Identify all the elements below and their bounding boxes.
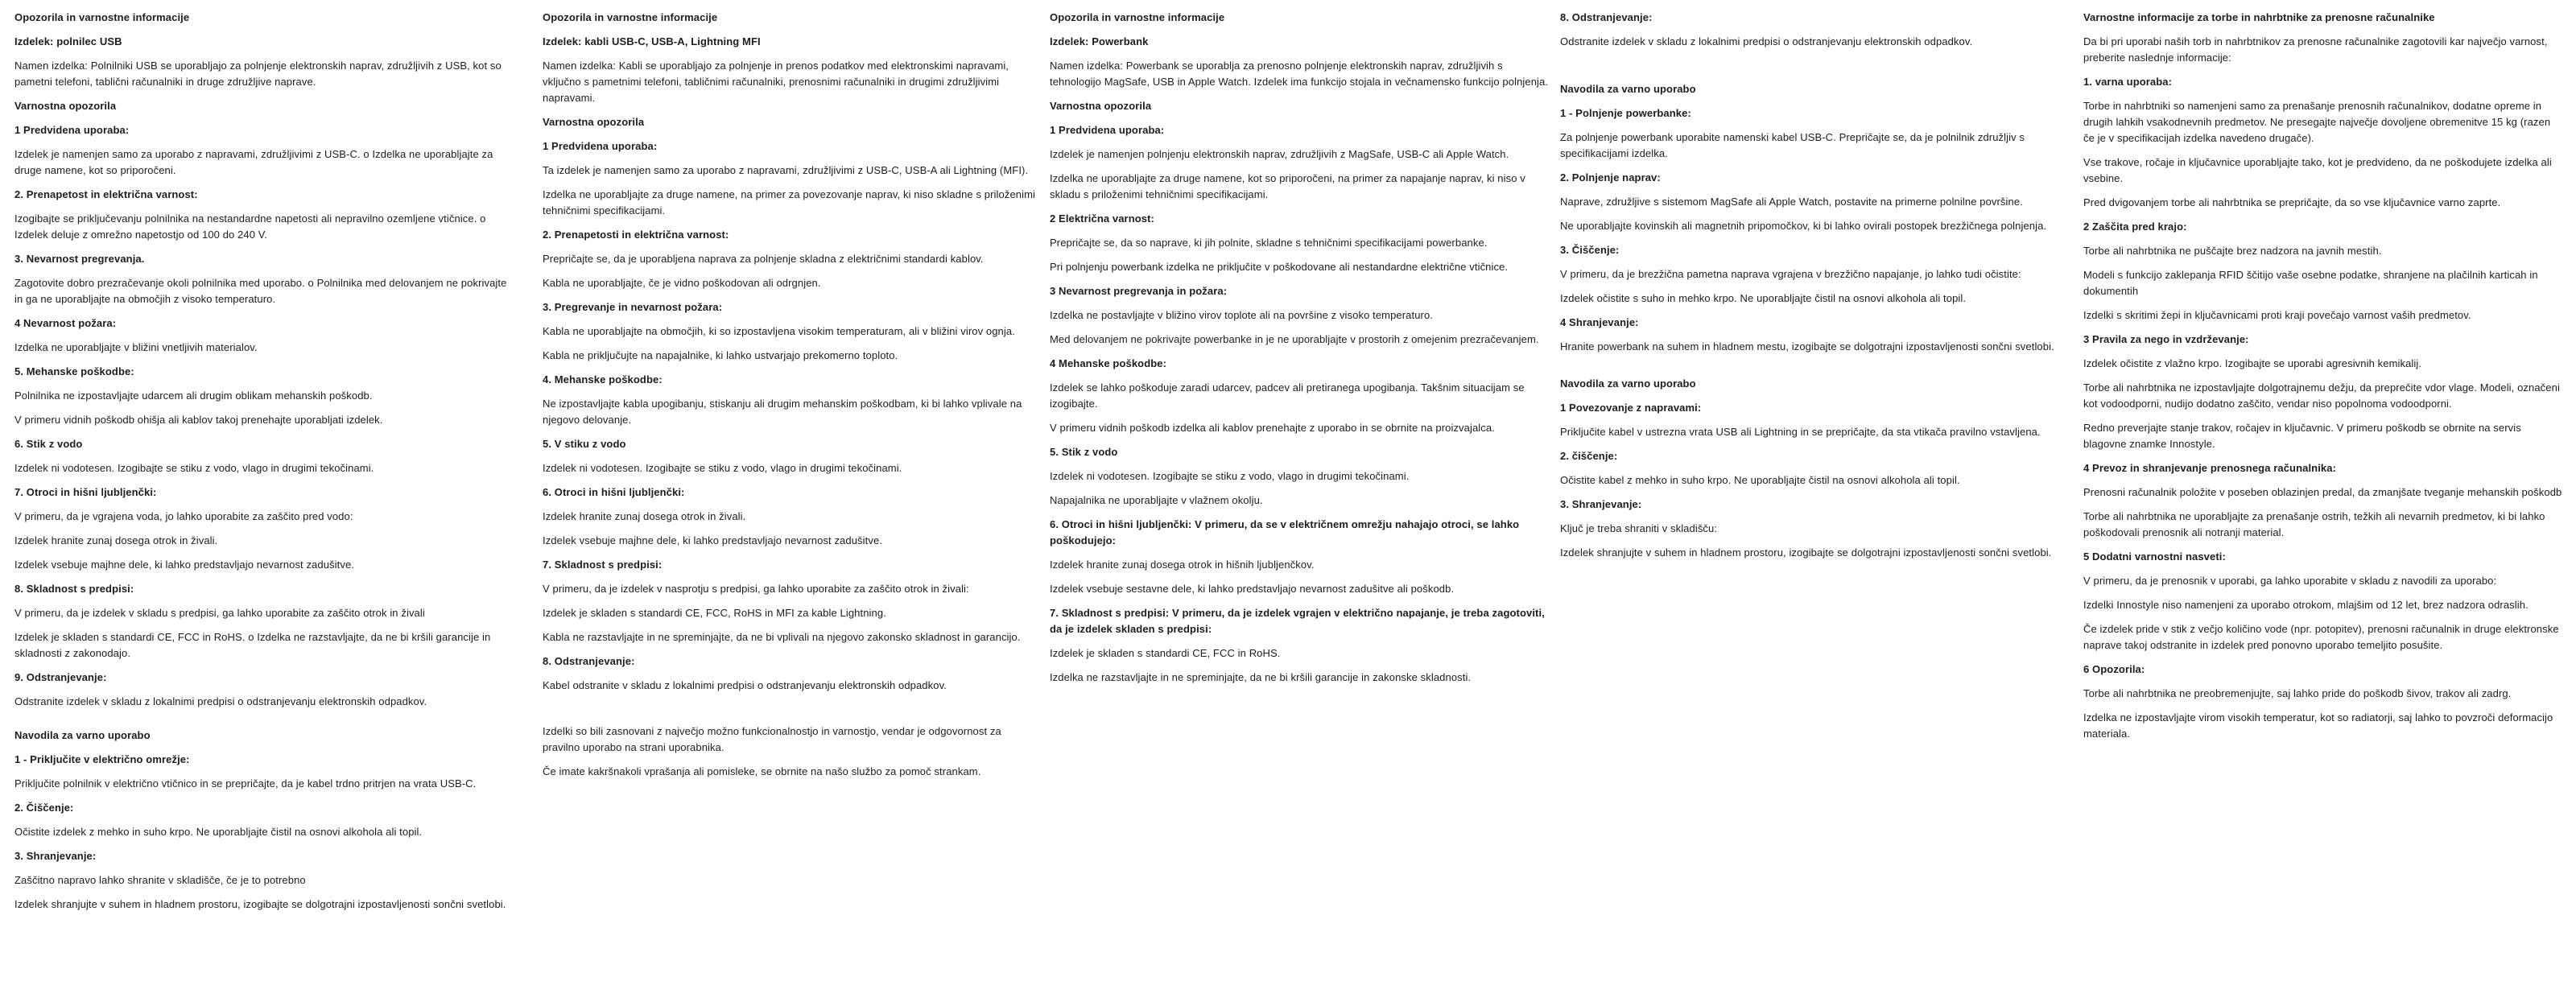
paragraph: Izdelek je namenjen polnjenju elektronskih naprav, združljivih z MagSafe, USB-C ali Apple Watch.	[1050, 148, 1509, 160]
section-heading: 5. Mehanske poškodbe:	[14, 365, 134, 377]
section-heading: Izdelek: kabli USB-C, USB-A, Lightning MFI	[543, 35, 761, 47]
paragraph: Modeli s funkcijo zaklepanja RFID ščitijo vaše osebne podatke, shranjene na plačilnih karticah in dokumentih	[2083, 269, 2538, 297]
section-heading: 6. Otroci in hišni ljubljenčki: V primeru, da se v električnem omrežju nahajajo otroci, se lahko poškodujejo:	[1050, 518, 1520, 546]
section-heading: Varnostna opozorila	[1050, 100, 1152, 112]
paragraph: Ne izpostavljajte kabla upogibanju, stiskanju ali drugim mehanskim poškodbam, ki bi lahko vplivale na njegovo delovanje.	[543, 398, 1022, 426]
section-heading: Varnostna opozorila	[543, 116, 645, 128]
section-heading: 8. Skladnost s predpisi:	[14, 583, 134, 595]
section-heading: 1 Predvidena uporaba:	[14, 124, 130, 136]
paragraph: Odstranite izdelek v skladu z lokalnimi predpisi o odstranjevanju elektronskih odpadkov.	[1560, 35, 1973, 47]
section-heading: 4 Nevarnost požara:	[14, 317, 117, 329]
paragraph: Izdelek vsebuje majhne dele, ki lahko predstavljajo nevarnost zadušitve.	[543, 534, 882, 546]
paragraph: Izdelek vsebuje majhne dele, ki lahko predstavljajo nevarnost zadušitve.	[14, 559, 354, 571]
spacer	[543, 702, 1038, 724]
paragraph: Izdelka ne uporabljajte za druge namene, na primer za povezovanje naprav, ki niso skladne s priloženimi tehničnimi specifikacijami.	[543, 188, 1036, 216]
section-heading: 3. Shranjevanje:	[14, 850, 97, 862]
section-heading: Navodila za varno uporabo	[1560, 377, 1696, 390]
paragraph: Izdelek hranite zunaj dosega otrok in hišnih ljubljenčkov.	[1050, 559, 1315, 571]
paragraph: Kabla ne uporabljajte na območjih, ki so izpostavljena visokim temperaturam, ali v bližini virov ognja.	[543, 325, 1015, 337]
paragraph: V primeru, da je vgrajena voda, jo lahko uporabite za zaščito pred vodo:	[14, 510, 353, 522]
paragraph: Da bi pri uporabi naših torb in nahrbtnikov za prenosne računalnike zagotovili kar največjo varnost, preberite naslednje informacije:	[2083, 35, 2548, 64]
paragraph: Izdelek je skladen s standardi CE, FCC in RoHS.	[1050, 647, 1281, 659]
paragraph: Izdelek je skladen s standardi CE, FCC in RoHS. o Izdelka ne razstavljajte, da ne bi kršili garancije in skladnosti z zakonodajo.	[14, 631, 491, 659]
paragraph: Očistite izdelek z mehko in suho krpo. Ne uporabljajte čistil na osnovi alkohola ali topil.	[14, 826, 423, 838]
paragraph: Namen izdelka: Polnilniki USB se uporabljajo za polnjenje elektronskih naprav, združljivih z USB, kot so pametni telefoni, tablični računalniki in druge združljive naprave.	[14, 60, 502, 88]
section-heading: 1 - Priključite v električno omrežje:	[14, 753, 190, 765]
paragraph: Hranite powerbank na suhem in hladnem mestu, izogibajte se dolgotrajni izpostavljenosti sončni svetlobi.	[1560, 340, 2054, 353]
paragraph: Torbe ali nahrbtnika ne izpostavljajte dolgotrajnemu dežju, da preprečite vdor vlage. Modeli, označeni kot vodoodporni, nudijo dodatno zaščito, vendar niso popolnoma vodoodporni.	[2083, 381, 2560, 410]
section-heading: 5 Dodatni varnostni nasveti:	[2083, 550, 2226, 563]
paragraph: Izdelka ne postavljajte v bližino virov toplote ali na površine z visoko temperaturo.	[1050, 309, 1434, 321]
paragraph: Izdelek je namenjen samo za uporabo z napravami, združljivimi z USB-C. o Izdelka ne uporabljajte za druge namene, kot so priporočeni.	[14, 148, 493, 176]
paragraph: Pri polnjenju powerbank izdelka ne priključite v poškodovane ali nestandardne električne vtičnice.	[1050, 261, 1509, 273]
section-heading: 3 Nevarnost pregrevanja in požara:	[1050, 285, 1228, 297]
section-heading: 7. Skladnost s predpisi:	[543, 559, 663, 571]
paragraph: Izdelka ne izpostavljajte virom visokih temperatur, kot so radiatorji, saj lahko to povzroči deformacijo materiala.	[2083, 711, 2553, 740]
paragraph: Zaščitno napravo lahko shranite v skladišče, če je to potrebno	[14, 874, 306, 886]
paragraph: Izdelek očistite s suho in mehko krpo. Ne uporabljajte čistil na osnovi alkohola ali topil.	[1560, 292, 1967, 304]
section-heading: 8. Odstranjevanje:	[1560, 11, 1653, 23]
section-heading: 4 Shranjevanje:	[1560, 316, 1639, 328]
paragraph: Naprave, združljive s sistemom MagSafe ali Apple Watch, postavite na primerne polnilne površine.	[1560, 196, 2023, 208]
paragraph: Priključite polnilnik v električno vtičnico in se prepričajte, da je kabel trdno pritrjen na vrata USB-C.	[14, 777, 477, 790]
paragraph: Kabla ne priključujte na napajalnike, ki lahko ustvarjajo prekomerno toploto.	[543, 349, 898, 361]
paragraph: Če izdelek pride v stik z večjo količino vode (npr. potopitev), prenosni računalnik in druge elektronske naprave takoj odstranite in izdelek pred ponovno uporabo temeljito posušite.	[2083, 623, 2559, 651]
paragraph: Očistite kabel z mehko in suho krpo. Ne uporabljajte čistil na osnovi alkohola ali topil.	[1560, 474, 1960, 486]
paragraph: Če imate kakršnakoli vprašanja ali pomisleke, se obrnite na našo službo za pomoč strankam.	[543, 765, 981, 777]
column-laptop-bags	[2083, 10, 2563, 750]
section-heading: Varnostna opozorila	[14, 100, 117, 112]
paragraph: Namen izdelka: Powerbank se uporablja za prenosno polnjenje elektronskih naprav, združljivih s tehnologijo MagSafe, USB in Apple Watch. Izdelek ima funkcijo stojala in večnamensko funkcijo polnjenja.	[1050, 60, 1549, 88]
paragraph: Izdelek hranite zunaj dosega otrok in živali.	[14, 534, 218, 546]
paragraph: Odstranite izdelek v skladu z lokalnimi predpisi o odstranjevanju elektronskih odpadkov.	[14, 695, 427, 707]
paragraph: Kabel odstranite v skladu z lokalnimi predpisi o odstranjevanju elektronskih odpadkov.	[543, 679, 947, 691]
paragraph: V primeru, da je prenosnik v uporabi, ga lahko uporabite v skladu z navodili za uporabo:	[2083, 575, 2497, 587]
section-heading: 1 - Polnjenje powerbanke:	[1560, 107, 1691, 119]
section-heading: 2 Zaščita pred krajo:	[2083, 221, 2187, 233]
section-heading: 2 Električna varnost:	[1050, 212, 1154, 225]
paragraph: Ne uporabljajte kovinskih ali magnetnih pripomočkov, ki bi lahko ovirali postopek brezžičnega polnjenja.	[1560, 220, 2047, 232]
paragraph: Med delovanjem ne pokrivajte powerbanke in je ne uporabljajte v prostorih z omejenim prezračevanjem.	[1050, 333, 1539, 345]
section-heading: 6. Otroci in hišni ljubljenčki:	[543, 486, 685, 498]
paragraph: Izdelek je skladen s standardi CE, FCC, RoHS in MFI za kable Lightning.	[543, 607, 886, 619]
paragraph: Prepričajte se, da je uporabljena naprava za polnjenje skladna z električnimi standardi kablov.	[543, 253, 984, 265]
section-heading: Izdelek: polnilec USB	[14, 35, 122, 47]
section-heading: 3. Shranjevanje:	[1560, 498, 1642, 510]
section-heading: 4 Prevoz in shranjevanje prenosnega računalnika:	[2083, 462, 2337, 474]
section-heading: 5. Stik z vodo	[1050, 446, 1118, 458]
section-heading: 1 Povezovanje z napravami:	[1560, 402, 1702, 414]
paragraph: V primeru, da je izdelek v skladu s predpisi, ga lahko uporabite za zaščito otrok in živali	[14, 607, 425, 619]
section-heading: 1. varna uporaba:	[2083, 76, 2173, 88]
paragraph: Izdelki s skritimi žepi in ključavnicami proti kraji povečajo varnost vaših predmetov.	[2083, 309, 2471, 321]
paragraph: Izdelek vsebuje sestavne dele, ki lahko predstavljajo nevarnost zadušitve ali poškodb.	[1050, 583, 1455, 595]
section-heading: Izdelek: Powerbank	[1050, 35, 1149, 47]
paragraph: V primeru, da je brezžična pametna naprava vgrajena v brezžično napajanje, jo lahko tudi očistite:	[1560, 268, 2021, 280]
paragraph: Izdelek ni vodotesen. Izogibajte se stiku z vodo, vlago in drugimi tekočinami.	[543, 462, 902, 474]
paragraph: Ta izdelek je namenjen samo za uporabo z napravami, združljivimi z USB-C, USB-A ali Lightning (MFI).	[543, 164, 1029, 176]
section-heading: 3. Nevarnost pregrevanja.	[14, 253, 145, 265]
paragraph: Polnilnika ne izpostavljajte udarcem ali drugim oblikam mehanskih poškodb.	[14, 390, 373, 402]
paragraph: Izdelek ni vodotesen. Izogibajte se stiku z vodo, vlago in drugimi tekočinami.	[14, 462, 374, 474]
paragraph: Zagotovite dobro prezračevanje okoli polnilnika med uporabo. o Polnilnika med delovanjem ne pokrivajte in ga ne uporabljajte na območjih z visoko temperaturo.	[14, 277, 507, 305]
paragraph: Izdelka ne uporabljajte v bližini vnetljivih materialov.	[14, 341, 258, 353]
section-heading: 1 Predvidena uporaba:	[543, 140, 658, 152]
paragraph: Torbe ali nahrbtnika ne uporabljajte za prenašanje ostrih, težkih ali nevarnih predmetov, ki bi lahko poškodovali prenosnik ali notranji material.	[2083, 510, 2545, 538]
paragraph: Izdelek ni vodotesen. Izogibajte se stiku z vodo, vlago in drugimi tekočinami.	[1050, 470, 1410, 482]
paragraph: Izdelka ne uporabljajte za druge namene, kot so priporočeni, na primer za napajanje naprav, ki niso v skladu s priloženimi tehničnimi specifikacijami.	[1050, 172, 1525, 200]
paragraph: Izdelek shranjujte v suhem in hladnem prostoru, izogibajte se dolgotrajni izpostavljenosti sončni svetlobi.	[1560, 546, 2052, 559]
section-heading: 8. Odstranjevanje:	[543, 655, 635, 667]
spacer	[14, 718, 514, 728]
section-heading: 2. Polnjenje naprav:	[1560, 171, 1661, 183]
paragraph: Priključite kabel v ustrezna vrata USB ali Lightning in se prepričajte, da sta vtikača pravilno vstavljena.	[1560, 426, 2041, 438]
paragraph: Kabla ne uporabljajte, če je vidno poškodovan ali odrgnjen.	[543, 277, 821, 289]
section-heading: 2. Prenapetosti in električna varnost:	[543, 229, 729, 241]
paragraph: Izdelek se lahko poškoduje zaradi udarcev, padcev ali pretiranega upogibanja. Takšnim situacijam se izogibajte.	[1050, 381, 1525, 410]
paragraph: Prepričajte se, da so naprave, ki jih polnite, skladne s tehničnimi specifikacijami powerbanke.	[1050, 237, 1488, 249]
paragraph: Izdelka ne razstavljajte in ne spreminjajte, da ne bi kršili garancije in zakonske skladnosti.	[1050, 671, 1472, 683]
spacer	[1560, 58, 2063, 81]
section-heading: Varnostne informacije za torbe in nahrbtnike za prenosne računalnike	[2083, 11, 2435, 23]
paragraph: V primeru, da je izdelek v nasprotju s predpisi, ga lahko uporabite za zaščito otrok in živali:	[543, 583, 969, 595]
paragraph: Izdelki Innostyle niso namenjeni za uporabo otrokom, mlajšim od 12 let, brez nadzora odraslih.	[2083, 599, 2529, 611]
section-heading: 2. Čiščenje:	[14, 802, 74, 814]
paragraph: Izogibajte se priključevanju polnilnika na nestandardne napetosti ali nepravilno ozemljene vtičnice. o Izdelek deluje z omrežno napetostjo od 100 do 240 V.	[14, 212, 486, 241]
spacer	[1560, 363, 2063, 376]
section-heading: 9. Odstranjevanje:	[14, 671, 107, 683]
section-heading: 1 Predvidena uporaba:	[1050, 124, 1165, 136]
paragraph: Izdelek hranite zunaj dosega otrok in živali.	[543, 510, 746, 522]
section-heading: 4 Mehanske poškodbe:	[1050, 357, 1167, 369]
section-heading: 4. Mehanske poškodbe:	[543, 373, 663, 385]
paragraph: Torbe ali nahrbtnika ne puščajte brez nadzora na javnih mestih.	[2083, 245, 2382, 257]
section-heading: 7. Skladnost s predpisi: V primeru, da je izdelek vgrajen v električno napajanje, je treba zagotoviti, da je izdelek skladen s predpisi:	[1050, 607, 1545, 635]
section-heading: Opozorila in varnostne informacije	[14, 11, 190, 23]
paragraph: Napajalnika ne uporabljajte v vlažnem okolju.	[1050, 494, 1263, 506]
paragraph: Izdelek shranjujte v suhem in hladnem prostoru, izogibajte se dolgotrajni izpostavljenosti sončni svetlobi.	[14, 898, 506, 910]
section-heading: 6 Opozorila:	[2083, 663, 2145, 675]
paragraph: Namen izdelka: Kabli se uporabljajo za polnjenje in prenos podatkov med elektronskimi napravami, vključno s pametnimi telefoni, tabličnimi računalniki, prenosnimi računalniki in drugimi združljivimi napravami.	[543, 60, 1009, 104]
section-heading: 5. V stiku z vodo	[543, 438, 626, 450]
column-powerbank-instructions	[1560, 10, 2063, 569]
paragraph: Vse trakove, ročaje in ključavnice uporabljajte tako, kot je predvideno, da ne poškodujete izdelka ali vsebine.	[2083, 156, 2552, 184]
paragraph: Pred dvigovanjem torbe ali nahrbtnika se prepričajte, da so vse ključavnice varno zaprte.	[2083, 196, 2501, 208]
paragraph: Torbe in nahrbtniki so namenjeni samo za prenašanje prenosnih računalnikov, dodatne opreme in drugih lahkih vsakodnevnih predmetov. Ne presegajte največje dovoljene obremenitve 15 kg (razen če je v specifikacijah izdelka navedeno drugače).	[2083, 100, 2551, 144]
paragraph: Kabla ne razstavljajte in ne spreminjajte, da ne bi vplivali na njegovo zakonsko skladnost in garancijo.	[543, 631, 1021, 643]
paragraph: Izdelki so bili zasnovani z največjo možno funkcionalnostjo in varnostjo, vendar je odgovornost za pravilno uporabo na strani uporabnika.	[543, 725, 1001, 753]
section-heading: 7. Otroci in hišni ljubljenčki:	[14, 486, 157, 498]
paragraph: Za polnjenje powerbank uporabite namenski kabel USB-C. Prepričajte se, da je polnilnik združljiv s specifikacijami izdelka.	[1560, 131, 2025, 159]
section-heading: 3. Pregrevanje in nevarnost požara:	[543, 301, 723, 313]
section-heading: 2. Prenapetost in električna varnost:	[14, 188, 198, 200]
column-usb-charger	[14, 10, 514, 921]
paragraph: Izdelek očistite z vlažno krpo. Izogibajte se uporabi agresivnih kemikalij.	[2083, 357, 2422, 369]
section-heading: 2. čiščenje:	[1560, 450, 1618, 462]
section-heading: Navodila za varno uporabo	[1560, 83, 1696, 95]
section-heading: Opozorila in varnostne informacije	[543, 11, 718, 23]
section-heading: 6. Stik z vodo	[14, 438, 83, 450]
section-heading: 3. Čiščenje:	[1560, 244, 1620, 256]
section-heading: 3 Pravila za nego in vzdrževanje:	[2083, 333, 2249, 345]
paragraph: V primeru vidnih poškodb ohišja ali kablov takoj prenehajte uporabljati izdelek.	[14, 414, 383, 426]
paragraph: Ključ je treba shraniti v skladišču:	[1560, 522, 1718, 534]
paragraph: Torbe ali nahrbtnika ne preobremenjujte, saj lahko pride do poškodb šivov, trakov ali zadrg.	[2083, 687, 2512, 699]
column-powerbank	[1050, 10, 1549, 694]
section-heading: Opozorila in varnostne informacije	[1050, 11, 1225, 23]
section-heading: Navodila za varno uporabo	[14, 729, 151, 741]
paragraph: V primeru vidnih poškodb izdelka ali kablov prenehajte z uporabo in se obrnite na proizvajalca.	[1050, 422, 1495, 434]
column-cables	[543, 10, 1038, 788]
paragraph: Redno preverjajte stanje trakov, ročajev in ključavnic. V primeru poškodb se obrnite na servis blagovne znamke Innostyle.	[2083, 422, 2521, 450]
paragraph: Prenosni računalnik položite v poseben oblazinjen predal, da zmanjšate tveganje mehanskih poškodb	[2083, 486, 2562, 498]
